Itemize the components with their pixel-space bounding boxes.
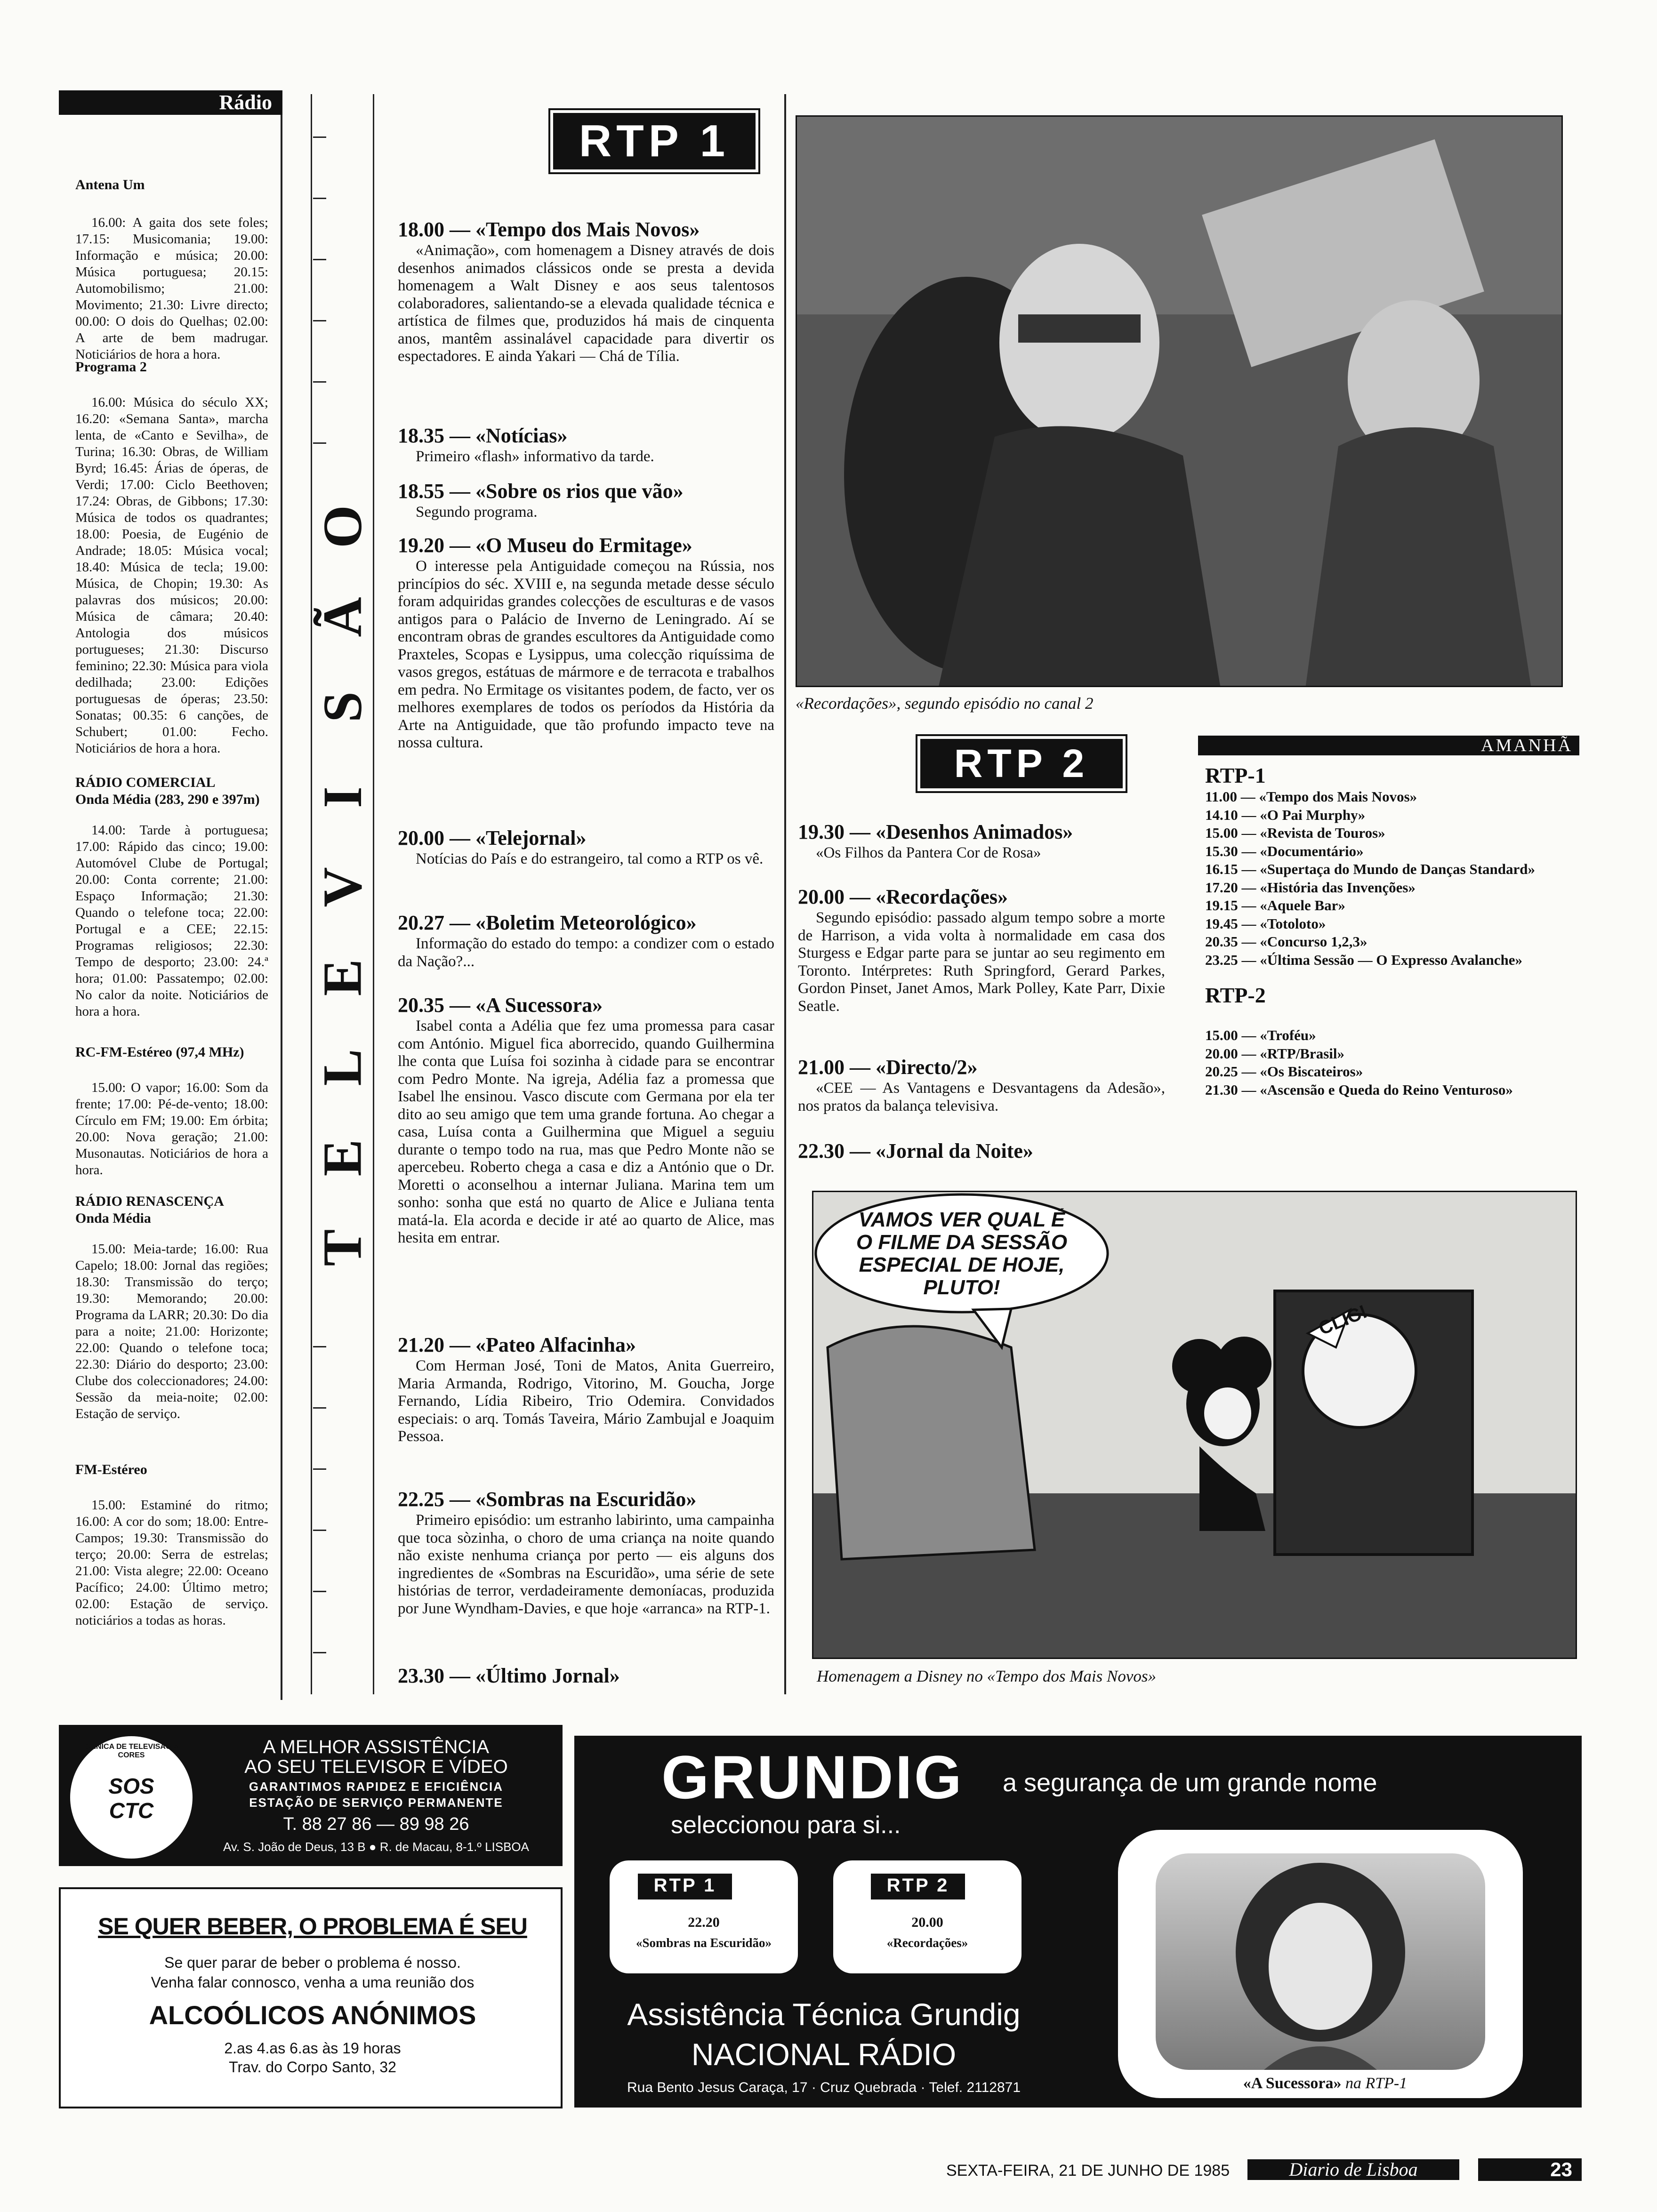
tv-letter: Ã [311, 596, 373, 637]
section-body: 15.00: Meia-tarde; 16.00: Rua Capelo; 18.00: Jornal das regiões; 18.30: Transmissão do terço; 19.30: Memorando; 20.00: Programa da LARR; 20.30: Do dia para a noite; 21.00: Horizonte; 22.00: Quando o telefone toca; 22.30: Diário do desporto; 23.00: Clube dos coleccionadores; 24.00: Sessão da meia-noite; 02.00: Estação de serviço. [75, 1242, 268, 1421]
tv-letter: T [311, 1229, 373, 1266]
program-body: Primeiro «flash» informativo da tarde. [416, 448, 654, 465]
tv-letter: O [311, 505, 373, 548]
section-title: RÁDIO COMERCIAL [75, 775, 216, 790]
program-body: Segundo episódio: passado algum tempo sobre a morte de Harrison, a vida volta à normalidade em casa dos Sturgess e Edgar parte para se juntar ao seu regimento em Toronto. Intérpretes: Ruth Springford, Gerard Parkes, Gordon Pinset, Janet Amos, Mark Polley, Kate Parr, Dixie Seatle. [798, 909, 1165, 1015]
section-title: FM-Estéreo [75, 1462, 147, 1477]
section-body: 15.00: Estaminé do ritmo; 16.00: A cor do som; 18.00: Entre-Campos; 19.30: Transmissão do terço; 20.00: Serra de estrelas; 21.00: Vista alegre; 22.00: Oceano Pacífico; 24.00: Último metro; 02.00: Estação de serviço. noticiários a todas as horas. [75, 1498, 268, 1628]
tv-caption [1165, 2075, 1485, 2092]
sos-line3: GARANTIMOS RAPIDEZ E EFICIÊNCIA [249, 1779, 504, 1794]
band-tick [313, 1407, 326, 1409]
amanha-item: 21.30 — «Ascensão e Queda do Reino Venturoso» [1205, 1081, 1513, 1098]
grundig-dealer: NACIONAL RÁDIO [691, 2037, 957, 2072]
spacer [1205, 1008, 1577, 1026]
tv-caption-rest: na RTP-1 [1345, 2075, 1408, 2092]
amanha-item: 14.10 — «O Pai Murphy» [1205, 806, 1366, 823]
program-title: 23.30 — «Último Jornal» [398, 1664, 620, 1687]
program-title: 20.27 — «Boletim Meteorológico» [398, 911, 697, 934]
grundig-address: Rua Bento Jesus Caraça, 17 · Cruz Quebrada · Telef. 2112871 [627, 2080, 1021, 2095]
sos-address: Av. S. João de Deus, 13 B ● R. de Macau, 8-1.º LISBOA [223, 1840, 529, 1854]
program-title: 19.20 — «O Museu do Ermitage» [398, 534, 692, 557]
sos-phone: T. 88 27 86 — 89 98 26 [283, 1814, 469, 1834]
section-body: 16.00: A gaita dos sete foles; 17.15: Musicomania; 19.00: Informação e música; 20.00: Música portuguesa; 20.15: Automobilismo; 21.00: Movimento; 21.30: Livre directo; 00.00: O dois do Quelhas; 02.00: A arte de bem madrugar. Noticiários de hora a hora. [75, 215, 268, 362]
amanha-rtp1-heading: RTP-1 [1205, 763, 1266, 787]
program-body: Com Herman José, Toni de Matos, Anita Guerreiro, Maria Armanda, Rodrigo, Vitorino, M. Goucha, Jorge Fernando, Lídia Ribeiro, Trio Odemira. Convidados especiais: o arq. Tomás Taveira, Mário Zambujal e Joaquim Pessoa. [398, 1357, 774, 1445]
band-tick [313, 442, 326, 444]
rtp1-logo: RTP 1 [553, 113, 756, 169]
section-title: RÁDIO RENASCENÇA [75, 1194, 224, 1209]
sos-ring-text: CLÍNICA DE TELEVISÃO A CORES [84, 1743, 179, 1759]
amanha-item: 15.00 — «Revista de Touros» [1205, 825, 1385, 841]
program-title: 18.35 — «Notícias» [398, 424, 568, 447]
program-title: 22.30 — «Jornal da Noite» [798, 1139, 1033, 1162]
footer-paper-name: Diario de Lisboa [1247, 2159, 1459, 2180]
tv-letter: S [311, 691, 373, 722]
rtp2-program [798, 820, 1165, 862]
alco-address: Trav. do Corpo Santo, 32 [229, 2059, 396, 2076]
card-logo: RTP 1 [638, 1874, 732, 1899]
band-tick [313, 1591, 326, 1592]
band-tick [313, 1346, 326, 1347]
amanha-item: 20.35 — «Concurso 1,2,3» [1205, 933, 1367, 950]
amanha-item: 20.00 — «RTP/Brasil» [1205, 1045, 1344, 1062]
sos-line4: ESTAÇÃO DE SERVIÇO PERMANENTE [249, 1795, 503, 1810]
amanha-item: 16.15 — «Supertaça do Mundo de Danças Standard» [1205, 861, 1536, 877]
program-title: 21.00 — «Directo/2» [798, 1056, 978, 1079]
ad-sos-ctc [59, 1725, 563, 1866]
rtp1-program [398, 1487, 774, 1618]
woman-portrait-illustration [1156, 1853, 1485, 2070]
program-body: Isabel conta a Adélia que fez uma promessa para casar com António. Miguel fica aborrecido, quando Guilhermina lhe conta que Luísa foi sozinha à cidade para se encontrar com Pedro Monte. Na igreja, Adélia faz a promessa que Isabel lhe ensinou. Vasco discute com Germana por ela ter dito ao seu amigo que tem uma grande fortuna. Ao chegar a casa, Luísa conta a Guilhermina que Miguel a seguiu durante o tempo todo na rua, mas que Pedro Monte não se apercebeu. Roberto chega a casa e diz a António que o Dr. Moretti o aconselhou a internar Juliana. Marina tem um sonho: sonha que está no quarto de Alice e Juliana tenta matá-la. Ela acorda e decide ir até ao quarto de Alice, mas hesita em entrar. [398, 1018, 774, 1246]
rtp1-program [398, 533, 774, 752]
rtp1-program [398, 1333, 774, 1446]
alco-name: ALCOÓLICOS ANÓNIMOS [149, 2000, 476, 2030]
band-tick [313, 1468, 326, 1470]
band-tick [313, 198, 326, 199]
section-title: Programa 2 [75, 359, 147, 375]
program-body: Informação do estado do tempo: a condizer com o estado da Nação?... [398, 935, 774, 970]
tv-letter: L [311, 1049, 373, 1086]
disney-cartoon [812, 1191, 1577, 1659]
program-title: 19.30 — «Desenhos Animados» [798, 820, 1073, 843]
page-number: 23 [1478, 2158, 1582, 2181]
section-subtitle: Onda Média [75, 1210, 151, 1226]
sos-logo-badge [70, 1736, 193, 1859]
program-body: Segundo programa. [416, 504, 538, 521]
program-title: 18.00 — «Tempo dos Mais Novos» [398, 218, 700, 241]
ad-grundig [574, 1736, 1582, 2108]
band-tick [313, 320, 326, 321]
sos-logo-text: SOS CTC [108, 1774, 154, 1823]
band-tick [313, 136, 326, 138]
radio-programa2 [75, 359, 268, 757]
program-title: 22.25 — «Sombras na Escuridão» [398, 1488, 697, 1511]
amanha-item: 19.45 — «Totoloto» [1205, 915, 1326, 932]
program-title: 21.20 — «Pateo Alfacinha» [398, 1333, 636, 1356]
rtp1-program [398, 911, 774, 970]
recordacoes-photo [796, 115, 1563, 687]
card-time: 22.20 [688, 1915, 720, 1930]
section-title: Antena Um [75, 177, 145, 192]
amanha-item: 23.25 — «Última Sessão — O Expresso Avalanche» [1205, 951, 1522, 968]
card-logo: RTP 2 [871, 1874, 965, 1899]
rtp1-program [398, 217, 774, 366]
program-body: «CEE — As Vantagens e Desvantagens da Adesão», nos pratos da balança televisiva. [798, 1080, 1165, 1114]
rtp1-program [398, 479, 774, 521]
radio-header: Rádio [59, 90, 282, 115]
amanha-item: 20.25 — «Os Biscateiros» [1205, 1063, 1363, 1080]
section-body: 16.00: Música do século XX; 16.20: «Semana Santa», marcha lenta, de «Canto e Sevilha», de Turina; 16.30: Obras, de William Byrd; 16.45: Árias de óperas, de Verdi; 17.00: Ciclo Beethoven; 17.24: Obras, de Gibbons; 17.30: Música de todos os quadrantes; 18.00: Poesia, de Eugénio de Andrade; 18.05: Música vocal; 18.40: Música de tecla; 19.00: Música, de Chopin; 19.30: As palavras dos músicos; 20.00: Música de câmara; 20.40: Antologia dos músicos portugueses; 21.30: Discurso feminino; 22.30: Música para viola dedilhada; 23.00: Edições portuguesas de óperas; 23.50: Sonatas; 00.35: 6 canções, de Schubert; 01.00: Fecho. Noticiários de hora a hora. [75, 395, 268, 756]
program-title: 20.35 — «A Sucessora» [398, 994, 603, 1017]
program-body: Primeiro episódio: um estranho labirinto, uma campainha que toca sòzinha, o choro de uma criança na noite quando não existe nenhuma criança por perto — eis alguns dos ingredientes de «Sombras na Escuridão», uma série de sete histórias de terror, verdadeiramente demoníacas, produzida por June Wyndham-Davies, e que hoje «arranca» na RTP-1. [398, 1512, 774, 1617]
amanha-item: 19.15 — «Aquele Bar» [1205, 897, 1345, 914]
tv-caption-title: «A Sucessora» [1243, 2075, 1342, 2092]
program-title: 20.00 — «Telejornal» [398, 826, 587, 850]
rtp1-program [398, 1664, 774, 1688]
tv-letter: I [311, 786, 373, 808]
card-title: «Recordações» [886, 1936, 968, 1950]
section-body: 15.00: O vapor; 16.00: Som da frente; 17.00: Pé-de-vento; 18.00: Círculo em FM; 19.00: Em órbita; 20.00: Nova geração; 21.00: Musonautas. Noticiários de hora a hora. [75, 1080, 268, 1178]
program-title: 20.00 — «Recordações» [798, 885, 1008, 908]
band-tick [313, 1652, 326, 1653]
grundig-tagline: a segurança de um grande nome [1003, 1769, 1377, 1797]
rtp1-program [398, 826, 774, 868]
rtp1-program [398, 424, 774, 466]
alco-line1: Se quer parar de beber o problema é nosso. [164, 1954, 461, 1971]
sos-line1: A MELHOR ASSISTÊNCIA [263, 1737, 490, 1757]
tv-screen [1156, 1853, 1485, 2070]
grundig-tv-set [1118, 1830, 1523, 2098]
cartoon-caption: Homenagem a Disney no «Tempo dos Mais Novos» [817, 1667, 1157, 1685]
clic-sound-text: CLIC! [1316, 1301, 1370, 1339]
rtp1-program [398, 993, 774, 1247]
amanha-item: 15.30 — «Documentário» [1205, 842, 1364, 859]
page-footer [894, 2158, 1582, 2181]
amanha-item: 11.00 — «Tempo dos Mais Novos» [1205, 788, 1417, 805]
band-tick [313, 381, 326, 383]
amanha-banner: AMANHÃ [1198, 736, 1579, 755]
radio-comercial [75, 774, 268, 1020]
program-body: «Animação», com homenagem a Disney através de dois desenhos animados clássicos onde se presta a devida homenagem a Walt Disney e aos seus talentosos colaboradores, salientando-se a elevada qualidade técnica e artística de filmes que, produzidos há mais de cinquenta anos, mantêm assinalável capacidade para divertir os espectadores. E ainda Yakari — Chá de Tília. [398, 242, 774, 365]
photo-caption: «Recordações», segundo episódio no canal 2 [796, 694, 1094, 713]
rtp2-program [798, 1055, 1165, 1115]
program-body: Notícias do País e do estrangeiro, tal como a RTP os vê. [416, 850, 764, 867]
grundig-subline: seleccionou para si... [671, 1811, 901, 1839]
band-tick [313, 1530, 326, 1531]
program-title: 18.55 — «Sobre os rios que vão» [398, 480, 684, 503]
tv-letter: E [311, 1139, 373, 1176]
alco-line2: Venha falar connosco, venha a uma reunião dos [151, 1974, 475, 1991]
grundig-card-rtp1 [610, 1860, 798, 1973]
radio-fm-estereo [75, 1461, 268, 1629]
ad-alcoolicos-anonimos [59, 1887, 563, 2108]
photo-scene-illustration [797, 117, 1563, 687]
footer-date: SEXTA-FEIRA, 21 DE JUNHO DE 1985 [946, 2162, 1230, 2180]
card-title: «Sombras na Escuridão» [635, 1936, 772, 1950]
section-title: RC-FM-Estéreo (97,4 MHz) [75, 1044, 244, 1060]
amanha-schedule [1205, 763, 1577, 1099]
speech-bubble-text: VAMOS VER QUAL É O FILME DA SESSÃO ESPECIAL DE HOJE, PLUTO! [856, 1208, 1068, 1299]
radio-antena-um [75, 176, 268, 363]
sos-line2: AO SEU TELEVISOR E VÍDEO [244, 1756, 508, 1777]
section-body: 14.00: Tarde à portuguesa; 17.00: Rápido das cinco; 19.00: Automóvel Clube de Portugal; 20.00: Conta corrente; 21.00: Espaço Informação; 21.30: Quando o telefone toca; 22.00: Portugal e a CEE; 22.15: Programas religiosos; 22.30: Tempo de desporto; 23.00: 24.ª hora; 01.00: Passatempo; 02.00: No calor da noite. Noticiários de hora a hora. [75, 823, 268, 1019]
amanha-item: 17.20 — «História das Invenções» [1205, 879, 1416, 896]
rtp2-logo: RTP 2 [920, 739, 1123, 788]
tv-letter: V [311, 867, 373, 907]
section-subtitle: Onda Média (283, 290 e 397m) [75, 792, 260, 807]
grundig-card-rtp2 [833, 1860, 1022, 1973]
televisao-vertical-title [313, 499, 372, 1275]
rtp2-program [798, 1139, 1165, 1163]
program-body: O interesse pela Antiguidade começou na Rússia, nos princípios do séc. XVIII e, na segunda metade desse século foram adquiridas grandes colecções de esculturas e de vasos antigos para o Palácio de Inverno de Leningrado. Aí se encontram obras de grandes escultores da Antiguidade como Praxteles, Scopas e Lysippus, uma colecção riquíssima de vasos gregos, estátuas de mármore e de terracota e trabalhos em pedra. No Ermitage os visitantes podem, de facto, ver os melhores exemplares de todos os períodos da História da Arte na Antiguidade, que tão profundo impacto teve na nossa cultura. [398, 558, 774, 751]
amanha-item: 15.00 — «Troféu» [1205, 1027, 1316, 1043]
grundig-brand: GRUNDIG [661, 1743, 964, 1811]
band-tick [313, 259, 326, 260]
alco-headline: SE QUER BEBER, O PROBLEMA É SEU [98, 1913, 527, 1940]
tv-letter: E [311, 959, 373, 996]
radio-rcfm [75, 1044, 268, 1178]
program-body: «Os Filhos da Pantera Cor de Rosa» [816, 844, 1041, 861]
radio-renascenca [75, 1193, 268, 1422]
card-time: 20.00 [911, 1915, 943, 1930]
grundig-assist: Assistência Técnica Grundig [627, 1997, 1021, 2032]
alco-days: 2.as 4.as 6.as às 19 horas [224, 2040, 401, 2057]
amanha-rtp2-heading: RTP-2 [1205, 983, 1266, 1007]
rtp2-program [798, 885, 1165, 1015]
